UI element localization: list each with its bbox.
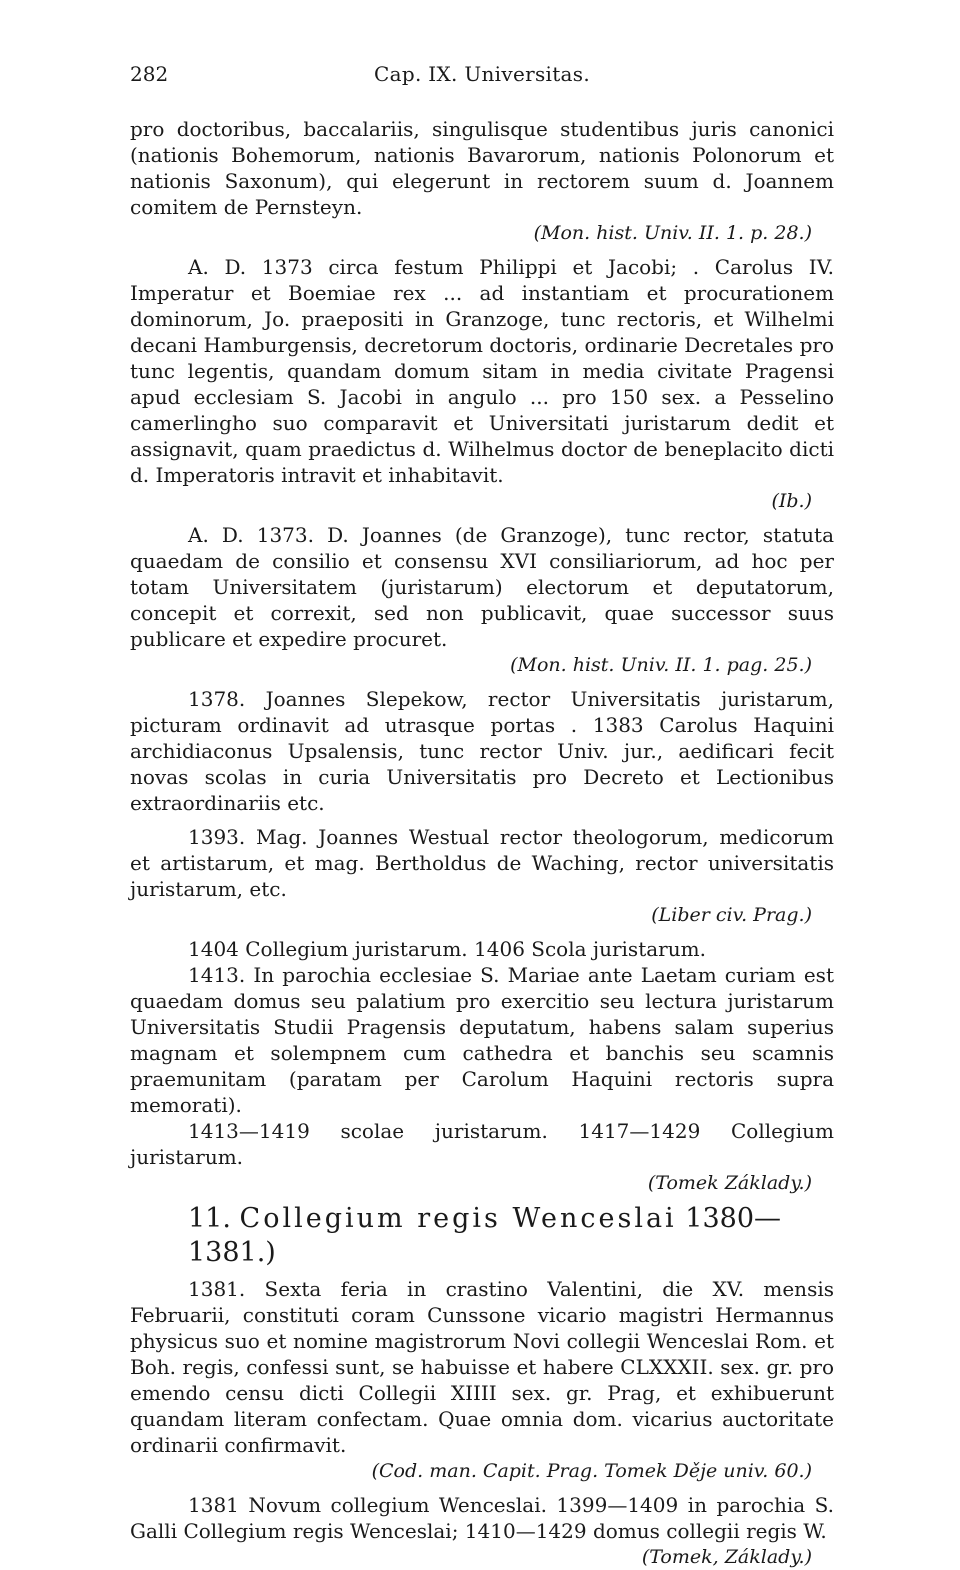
page-header (130, 62, 834, 90)
paragraph: 1381 Novum collegium Wenceslai. 1399—1409 in parochia S. Galli Collegium regis Wenceslai; 1410—1429 domus collegii regis W. (130, 1493, 834, 1543)
paragraph: 1404 Collegium juristarum. 1406 Scola juristarum. (188, 937, 706, 961)
body-text (130, 116, 834, 1570)
section-title: Collegium regis Wenceslai (239, 1203, 677, 1234)
section-heading (130, 1202, 834, 1270)
paragraph: A. D. 1373 circa festum Philippi et Jacobi; . Carolus IV. Imperatur et Boemiae rex ... ad instantiam et procurationem dominorum, Jo. praepositi in Granzoge, tunc rectoris, et Wilhelmi decani Hamburgensis, decretorum doctoris, ordinarie Decretales pro tunc legentis, quandam domum sitam in media civitate Pragensi apud ecclesiam S. Jacobi in angulo ... pro 150 sex. a Pesselino camerlingho suo comparavit et Universitati juristarum dedit et assignavit, quam praedictus d. Wilhelmus doctor de beneplacito dicti d. Imperatoris intravit et inhabitavit. (130, 255, 834, 487)
running-head: Cap. IX. Universitas. (374, 62, 590, 86)
paragraph: pro doctoribus, baccalariis, singulisque studentibus juris canonici (nationis Bohemorum, nationis Bavarorum, nationis Polonorum et nationis Saxonum), qui elegerunt in rectorem suum d. Joannem comitem de Pernsteyn. (130, 117, 834, 219)
section-number: 11. (188, 1203, 231, 1234)
paragraph: 1413. In parochia ecclesiae S. Mariae ante Laetam curiam est quaedam domus seu palatium pro exercitio seu lectura juristarum Universitatis Studii Pragensis deputatum, habens salam superius magnam et solempnem cum cathedra et banchis seu scamnis praemunitam (paratam per Carolum Haquini rectoris supra memorati). (130, 963, 834, 1117)
citation: (Mon. hist. Univ. II. 1. p. 28.) (533, 222, 812, 244)
section-years: 1380—1381.) (188, 1203, 781, 1268)
paragraph: 1381. Sexta feria in crastino Valentini, die XV. mensis Februarii, constituti coram Cunssone vicario magistri Hermannus physicus suo et nomine magistrorum Novi collegii Wenceslai Rom. et Boh. regis, confessi sunt, se habuisse et habere CLXXXII. sex. gr. pro emendo censu dicti Collegii XIIII sex. gr. Prag, et exhibuerunt quandam literam confectam. Quae omnia dom. vicarius auctoritate ordinarii confirmavit. (130, 1277, 834, 1457)
citation: (Tomek Základy.) (647, 1172, 812, 1194)
citation: (Tomek, Základy.) (641, 1546, 812, 1568)
page-number: 282 (130, 62, 169, 86)
citation: (Liber civ. Prag.) (651, 904, 812, 926)
paragraph: 1393. Mag. Joannes Westual rector theologorum, medicorum et artistarum, et mag. Bertholdus de Waching, rector universitatis juristarum, etc. (130, 825, 834, 901)
citation: (Mon. hist. Univ. II. 1. pag. 25.) (510, 654, 812, 676)
paragraph: 1413—1419 scolae juristarum. 1417—1429 Collegium juristarum. (130, 1119, 834, 1169)
citation: (Cod. man. Capit. Prag. Tomek Děje univ. 60.) (371, 1460, 812, 1482)
paragraph: 1378. Joannes Slepekow, rector Universitatis juristarum, picturam ordinavit ad utrasque portas . 1383 Carolus Haquini archidiaconus Upsalensis, tunc rector Univ. jur., aedificari fecit novas scolas in curia Universitatis pro Decreto et Lectionibus extraordinariis etc. (130, 687, 834, 815)
paragraph: A. D. 1373. D. Joannes (de Granzoge), tunc rector, statuta quaedam de consilio et consensu XVI consiliariorum, ad hoc per totam Universitatem (juristarum) electorum et deputatorum, concepit et correxit, sed non publicavit, quae successor suus publicare et expedire procuret. (130, 523, 834, 651)
citation: (Ib.) (771, 490, 812, 512)
